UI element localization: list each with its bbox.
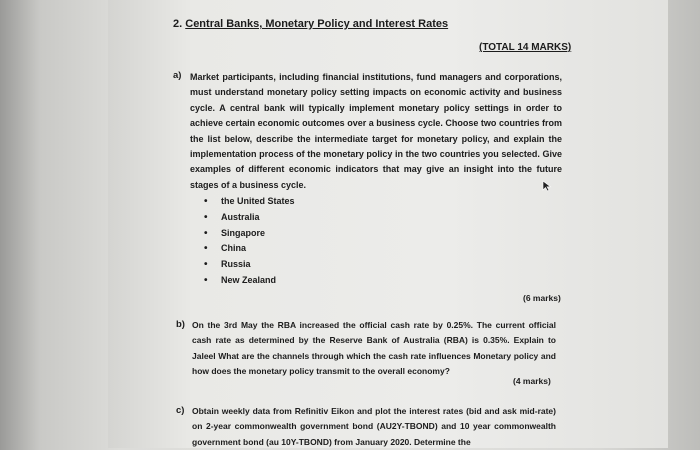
list-item <box>204 273 295 289</box>
bullet-icon: • <box>204 243 208 255</box>
list-item <box>204 241 295 257</box>
paper-sheet <box>108 0 668 448</box>
question-number: 2. <box>173 18 183 30</box>
part-c-text: Obtain weekly data from Refinitiv Eikon and plot the interest rates (bid and ask mid-rate) on 2-year commonwealth government bond (AU2Y-TBOND) and 10 year commonwealth government bond (au 10Y-TBOND) from January 2020. Determine the <box>192 406 556 447</box>
part-c-label: c) <box>176 405 185 416</box>
part-b-label: b) <box>176 319 185 330</box>
bullet-icon: • <box>204 211 208 223</box>
part-a-marks: (6 marks) <box>523 293 561 303</box>
list-item <box>204 194 295 210</box>
part-a-label: a) <box>173 70 182 81</box>
part-b-text: On the 3rd May the RBA increased the official cash rate by 0.25%. The current official cash rate as determined by the Reserve Bank of Australia (RBA) is 0.35%. Explain to Jaleel What are the channels through which the cash rate influences Monetary policy and how does the monetary policy transmit to the overall economy? <box>192 320 556 377</box>
list-item <box>204 226 295 242</box>
part-b-marks: (4 marks) <box>513 376 551 386</box>
question-heading <box>173 18 448 30</box>
country-name: Australia <box>221 211 260 222</box>
mouse-cursor-icon <box>542 180 552 192</box>
bullet-icon: • <box>204 274 208 286</box>
bullet-icon: • <box>204 259 208 271</box>
part-a-text: Market participants, including financial institutions, fund managers and corporations, must understand monetary policy setting impacts on economic activity and business cycle. A central bank will typically implement monetary policy settings in order to achieve certain economic outcomes over a business cycle. Choose two countries from the list below, describe the intermediate target for monetary policy, and explain the implementation process of the monetary policy in the two countries you selected. Give examples of different economic indicators that may give an insight into the future stages of a business cycle. <box>190 72 562 190</box>
country-name: New Zealand <box>221 274 277 285</box>
list-item <box>204 210 295 226</box>
country-name: Russia <box>221 259 251 270</box>
country-list <box>204 194 295 289</box>
country-name: the United States <box>221 196 295 206</box>
list-item <box>204 257 295 273</box>
country-name: China <box>221 243 247 254</box>
question-title: Central Banks, Monetary Policy and Interest Rates <box>185 18 449 30</box>
total-marks: (TOTAL 14 MARKS) <box>479 42 572 53</box>
bullet-icon: • <box>204 196 208 207</box>
country-name: Singapore <box>221 227 266 238</box>
bullet-icon: • <box>204 227 208 239</box>
